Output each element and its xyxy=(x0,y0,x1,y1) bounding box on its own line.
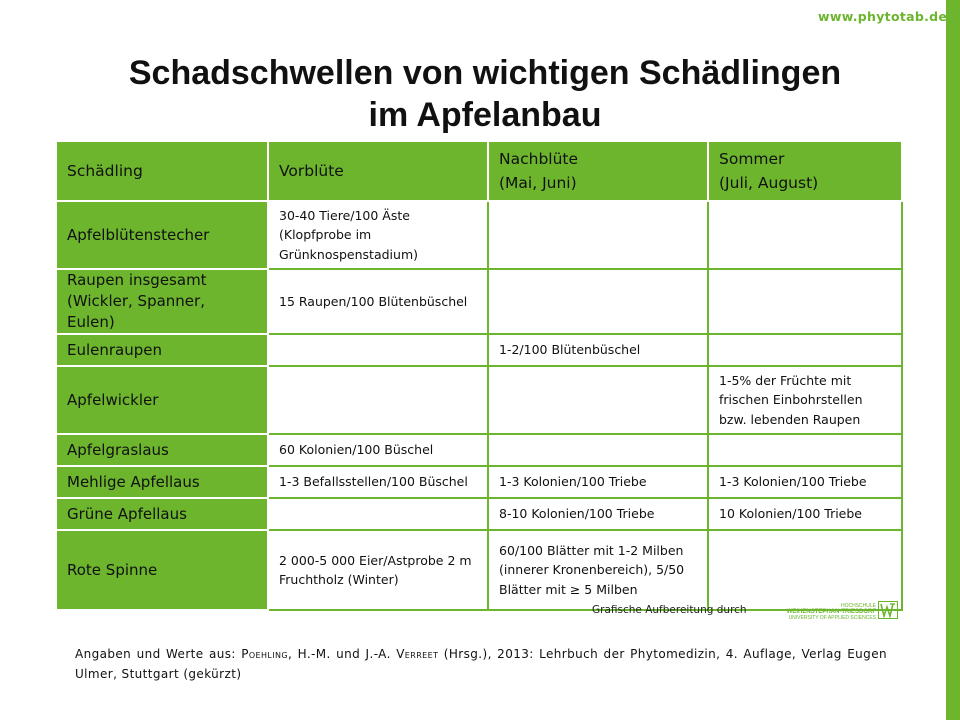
logo-mark-icon xyxy=(878,601,898,619)
table-row xyxy=(56,334,902,366)
source-citation: Angaben und Werte aus: Poehling, H.-M. und J.-A. Verreet (Hrsg.), 2013: Lehrbuch der Phytomedizin, 4. Auflage, Verlag Eugen Ulmer, Stuttgart (gekürzt) xyxy=(75,647,887,681)
post-bloom-cell xyxy=(488,269,708,334)
post-bloom-cell: 1-2/100 Blütenbüschel xyxy=(488,334,708,366)
pest-name-cell: Mehlige Apfellaus xyxy=(56,466,268,498)
header-pest: Schädling xyxy=(56,141,268,201)
pre-bloom-cell: 15 Raupen/100 Blütenbüschel xyxy=(268,269,488,334)
pest-name-cell: Apfelgraslaus xyxy=(56,434,268,466)
logo-line-2: WEIHENSTEPHAN-TRIESDORF xyxy=(786,609,876,615)
pre-bloom-cell: 60 Kolonien/100 Büschel xyxy=(268,434,488,466)
summer-cell: 10 Kolonien/100 Triebe xyxy=(708,498,902,530)
post-bloom-cell: 60/100 Blätter mit 1-2 Milben (innerer Kronenbereich), 5/50 Blätter mit ≥ 5 Milben xyxy=(488,530,708,610)
header-post-bloom: Nachblüte (Mai, Juni) xyxy=(488,141,708,201)
title-line-2: im Apfelanbau xyxy=(368,96,602,134)
pest-name-cell: Rote Spinne xyxy=(56,530,268,610)
table-row xyxy=(56,201,902,269)
pre-bloom-cell xyxy=(268,334,488,366)
header-summer: Sommer (Juli, August) xyxy=(708,141,902,201)
summer-cell xyxy=(708,530,902,610)
university-logo xyxy=(782,600,902,622)
table-row xyxy=(56,366,902,434)
post-bloom-cell xyxy=(488,201,708,269)
table-row xyxy=(56,434,902,466)
title-line-1: Schadschwellen von wichtigen Schädlingen xyxy=(128,54,842,92)
table-row xyxy=(56,498,902,530)
summer-cell: 1-3 Kolonien/100 Triebe xyxy=(708,466,902,498)
site-url: www.phytotab.de xyxy=(818,9,948,24)
summer-cell xyxy=(708,269,902,334)
right-accent-bar xyxy=(946,0,960,720)
pre-bloom-cell: 1-3 Befallsstellen/100 Büschel xyxy=(268,466,488,498)
page-title xyxy=(60,52,910,136)
post-bloom-cell: 1-3 Kolonien/100 Triebe xyxy=(488,466,708,498)
credit-text: Grafische Aufbereitung durch xyxy=(592,604,747,616)
logo-line-3: UNIVERSITY OF APPLIED SCIENCES xyxy=(788,615,876,621)
pre-bloom-cell: 2 000-5 000 Eier/Astprobe 2 m Fruchtholz (Winter) xyxy=(268,530,488,610)
logo-line-1: HOCHSCHULE xyxy=(840,603,876,609)
pre-bloom-cell xyxy=(268,366,488,434)
threshold-table xyxy=(55,140,903,611)
header-pre-bloom: Vorblüte xyxy=(268,141,488,201)
pre-bloom-cell: 30-40 Tiere/100 Äste (Klopfprobe im Grünknospenstadium) xyxy=(268,201,488,269)
summer-cell xyxy=(708,201,902,269)
post-bloom-cell xyxy=(488,434,708,466)
header-row xyxy=(56,141,902,201)
table-row xyxy=(56,466,902,498)
pest-name-cell: Eulenraupen xyxy=(56,334,268,366)
pest-name-cell: Grüne Apfellaus xyxy=(56,498,268,530)
table-row xyxy=(56,530,902,610)
summer-cell xyxy=(708,334,902,366)
pest-name-cell: Apfelblütenstecher xyxy=(56,201,268,269)
pest-name-cell: Apfelwickler xyxy=(56,366,268,434)
post-bloom-cell: 8-10 Kolonien/100 Triebe xyxy=(488,498,708,530)
table-row xyxy=(56,269,902,334)
summer-cell: 1-5% der Früchte mit frischen Einbohrstellen bzw. lebenden Raupen xyxy=(708,366,902,434)
summer-cell xyxy=(708,434,902,466)
pre-bloom-cell xyxy=(268,498,488,530)
pest-name-cell: Raupen insgesamt (Wickler, Spanner, Eulen) xyxy=(56,269,268,334)
post-bloom-cell xyxy=(488,366,708,434)
